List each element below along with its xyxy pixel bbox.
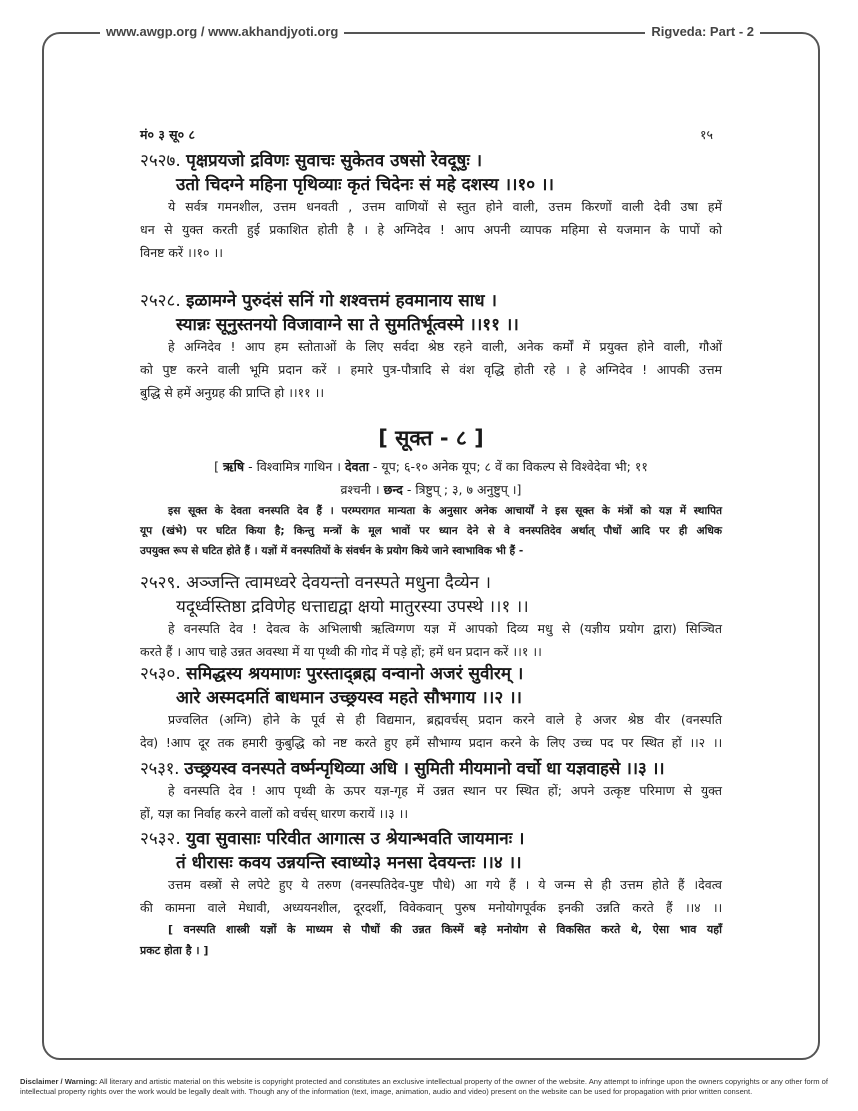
website-url[interactable]: www.awgp.org / www.akhandjyoti.org — [100, 24, 344, 39]
page-number: १५ — [700, 127, 714, 142]
translation-line: ये सर्वत्र गमनशील, उत्तम धनवती , उत्तम वाणियों से स्तुत होने वाली, उत्तम किरणों वाली देवी उषा हमें — [168, 199, 722, 214]
chhand-label: छन्द — [383, 482, 403, 497]
sukta-title: [ सूक्त - ८ ] — [378, 426, 484, 450]
translation-line: हों, यज्ञ का निर्वाह करने वालों को वर्चस् धारण करायें ।।३ ।। — [140, 806, 409, 821]
translation-line: धन से युक्त करती हुई प्रकाशित होती है । हे अग्निदेव ! आप अपनी व्यापक महिमा से यजमान के पापों को — [140, 222, 722, 237]
translation-line: बुद्धि से हमें अनुग्रह की प्राप्ति हो ।।११ ।। — [140, 385, 325, 400]
verse-2528-line-2: स्यान्नः सूनुस्तनयो विजावाग्ने सा ते सुमतिर्भूत्वस्मे ।।११ ।। — [176, 315, 519, 335]
verse-number: २५२७. — [140, 151, 181, 171]
verse-number: २५३०. — [140, 664, 181, 684]
verse-text: युवा सुवासाः परिवीत आगात्स उ श्रेयान्भवति जायमानः । — [186, 829, 525, 849]
translation-line: उत्तम वस्त्रों से लपेटे हुए ये तरुण (वनस्पतिदेव-पुष्ट पौधे) आ गये हैं । ये जन्म से ही उत्तम होते हैं ।देवत्व — [168, 877, 722, 892]
verse-2527-line-1 — [140, 148, 722, 171]
note-line: [ वनस्पति शास्त्री यज्ञों के माध्यम से पौधों की उन्नत किस्में बड़े मनोयोग से विकसित करते थे, ऐसा भाव यहाँ — [168, 923, 722, 936]
verse-number: २५३२. — [140, 829, 181, 849]
verse-2530-line-1 — [140, 661, 722, 684]
verse-2529-line-1 — [140, 570, 722, 593]
intro-line: उपयुक्त रूप से घटित होते हैं । यज्ञों में वनस्पतियों के संवर्धन के प्रयोग किये जाने स्वाभाविक भी हैं - — [140, 545, 524, 557]
note-line: प्रकट होता है । ] — [140, 944, 209, 957]
translation-line: करते हैं । आप चाहे उन्नत अवस्था में या पृथ्वी की गोद में पड़े हों; हमें धन प्रदान करें ।।१ ।। — [140, 644, 542, 659]
verse-2531-line-1 — [140, 756, 722, 779]
rishi-label: ऋषि — [223, 459, 245, 474]
verse-2529-line-2: यदूर्ध्वस्तिष्ठा द्रविणेह धत्ताद्यद्वा क्षयो मातुरस्या उपस्थे ।।१ ।। — [176, 597, 529, 617]
disclaimer-label: Disclaimer / Warning: — [20, 1077, 98, 1086]
bracket: [ — [214, 459, 223, 474]
disclaimer-text: All literary and artistic material on this website is copyright protected and constitutes an exclusive intellectual property of the owner of the website. Any attempt to infringe upon the owners copyrights or any other form of intellectual property rights over the work would be legally dealt with. Though any of the information (text, image, animation, audio and video) present on the website can be used for propagation with prior written consent. — [20, 1077, 829, 1096]
verse-text: उच्छ्रयस्व वनस्पते वर्ष्मन्पृथिव्या अधि । सुमिती मीयमानो वर्चो धा यज्ञवाहसे ।।३ ।। — [184, 759, 665, 779]
translation-line: की कामना वाले मेधावी, अध्ययनशील, दूरदर्शी, विवेकवान् पुरुष मनोयोगपूर्वक इनकी उन्नति करते हैं ।।४ ।। — [140, 900, 722, 915]
rishi-line-2 — [140, 481, 722, 498]
intro-line: इस सूक्त के देवता वनस्पति देव हैं । परम्परागत मान्यता के अनुसार अनेक आचार्यों ने इस सूक्त के मंत्रों को यज्ञ में स्थापित — [168, 505, 722, 517]
translation-line: हे वनस्पति देव ! देवत्व के अभिलाषी ऋत्विग्गण यज्ञ में आपको दिव्य मधु से (यज्ञीय प्रयोग द्वारा) सिञ्चित — [168, 621, 722, 636]
verse-number: २५२९. — [140, 573, 181, 593]
rishi-value: - विश्वामित्र गाथिन । — [244, 459, 345, 474]
verse-number: २५३१. — [140, 759, 180, 779]
intro-line: यूप (खंभे) पर घटित किया है; किन्तु मन्त्रों के मूल भावों पर ध्यान देने से वे वनस्पतिदेव अर्थात् पौधों आदि पर ही अधिक — [140, 525, 722, 537]
verse-text: समिद्धस्य श्रयमाणः पुरस्ताद्ब्रह्म वन्वानो अजरं सुवीरम् । — [186, 664, 524, 684]
disclaimer — [20, 1077, 840, 1097]
rishi-line-1 — [140, 458, 722, 475]
verse-text: पृक्षप्रयजो द्रविणः सुवाचः सुकेतव उषसो रेवदूषुः । — [186, 151, 483, 171]
book-title: Rigveda: Part - 2 — [645, 24, 760, 39]
verse-number: २५२८. — [140, 291, 181, 311]
translation-line: हे वनस्पति देव ! आप पृथ्वी के ऊपर यज्ञ-गृह में उन्नत स्थान पर स्थित हों; अपने उत्कृष्ट परिमाण से युक्त — [168, 783, 722, 798]
verse-2532-line-1 — [140, 826, 722, 849]
translation-line: देव) !आप दूर तक हमारी कुबुद्धि को नष्ट करते हुए हमें सौभाग्य प्रदान करने के लिए उच्च पद पर स्थित हों ।।२ ।। — [140, 735, 722, 750]
translation-line: को पुष्ट करने वाली भूमि प्रदान करें । हमारे पुत्र-पौत्रादि से वंश वृद्धि होती रहे । हे अग्निदेव ! आपकी उत्तम — [140, 362, 722, 377]
chhand-value: - त्रिष्टुप् ; ३, ७ अनुष्टुप् ।] — [402, 482, 522, 497]
running-head: मं० ३ सू० ८ — [140, 127, 195, 142]
verse-text: इळामग्ने पुरुदंसं सनिं गो शश्वत्तमं हवमानाय साध । — [186, 291, 497, 311]
verse-2532-line-2: तं धीरासः कवय उन्नयन्ति स्वाध्यो३ मनसा देवयन्तः ।।४ ।। — [176, 853, 522, 873]
translation-line: प्रज्वलित (अग्नि) होने के पूर्व से ही विद्यमान, ब्रह्मवर्चस् प्रदान करने वाले हे अजर श्रेष्ठ वीर (वनस्पति — [168, 712, 722, 727]
devata-value: - यूप; ६-१० अनेक यूप; ८ वें का विकल्प से विश्वेदेवा भी; ११ — [368, 459, 648, 474]
verse-2527-line-2: उतो चिदग्ने महिना पृथिव्याः कृतं चिदेनः सं महे दशस्य ।।१० ।। — [176, 175, 554, 195]
devata-value-cont: व्रश्चनी । — [340, 482, 384, 497]
translation-line: विनष्ट करें ।।१० ।। — [140, 245, 224, 260]
verse-text: अञ्जन्ति त्वामध्वरे देवयन्तो वनस्पते मधुना दैव्येन । — [186, 573, 491, 593]
verse-2528-line-1 — [140, 288, 722, 311]
devata-label: देवता — [345, 459, 369, 474]
verse-2530-line-2: आरे अस्मदमतिं बाधमान उच्छ्रयस्व महते सौभगाय ।।२ ।। — [176, 688, 522, 708]
translation-line: हे अग्निदेव ! आप हम स्तोताओं के लिए सर्वदा श्रेष्ठ रहने वाली, अनेक कर्मों में प्रयुक्त होने वाली, गौओं — [168, 339, 722, 354]
